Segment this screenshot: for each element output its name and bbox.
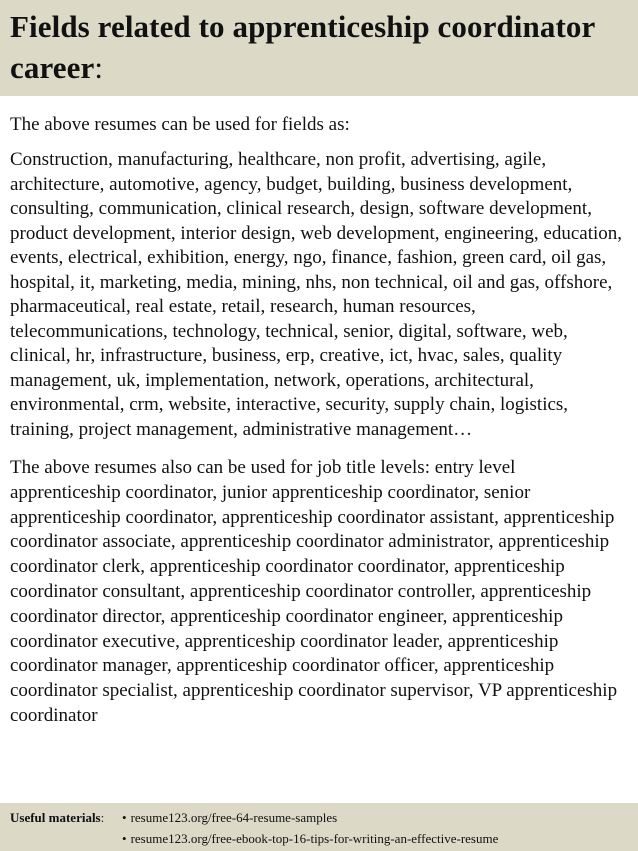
useful-materials-label-colon: :: [100, 810, 105, 825]
useful-materials-label-text: Useful materials: [10, 810, 101, 825]
footer-row-2: [10, 828, 628, 849]
page-title-text: Fields related to apprenticeship coordinator career: [10, 9, 595, 85]
slide-header: [0, 0, 638, 96]
footer-link-resume-samples[interactable]: resume123.org/free-64-resume-samples: [130, 810, 338, 825]
useful-materials-label: [10, 807, 122, 828]
bullet-icon: •: [122, 810, 127, 825]
bullet-icon: •: [122, 831, 127, 846]
fields-intro: The above resumes can be used for fields as:: [10, 114, 350, 135]
page-title: [10, 6, 628, 88]
job-levels-text: The above resumes also can be used for job title levels: entry level apprenticeship coordinator, junior apprenticeship coordinator, senior apprenticeship coordinator, apprenticeship coordinator assistant, apprenticeship coordinator associate, apprenticeship coordinator administrator, apprenticeship coordinator clerk, apprenticeship coordinator coordinator, apprenticeship coordinator consultant, apprenticeship coordinator controller, apprenticeship coordinator director, apprenticeship coordinator engineer, apprenticeship coordinator executive, apprenticeship coordinator leader, apprenticeship coordinator manager, apprenticeship coordinator officer, apprenticeship coordinator specialist, apprenticeship coordinator supervisor, VP apprenticeship coordinator: [10, 457, 618, 726]
footer-row-1: [10, 807, 628, 828]
slide-content: [10, 112, 630, 792]
page-title-colon: :: [94, 50, 104, 85]
useful-materials-footer: [0, 803, 638, 851]
footer-link-ebook-tips[interactable]: resume123.org/free-ebook-top-16-tips-for-writing-an-effective-resume: [130, 831, 499, 846]
footer-indent: [10, 828, 122, 849]
fields-list: Construction, manufacturing, healthcare, non profit, advertising, agile, architecture, automotive, agency, budget, building, business development, consulting, communication, clinical research, design, software development, product development, interior design, web development, engineering, education, events, electrical, exhibition, energy, ngo, finance, fashion, green card, oil gas, hospital, it, marketing, media, mining, nhs, non technical, oil and gas, offshore, pharmaceutical, real estate, retail, research, human resources, telecommunications, technology, technical, senior, digital, software, web, clinical, hr, infrastructure, business, erp, creative, ict, hvac, sales, quality management, uk, implementation, network, operations, architectural, environmental, crm, website, interactive, security, supply chain, logistics, training, project management, administrative management…: [10, 149, 623, 440]
